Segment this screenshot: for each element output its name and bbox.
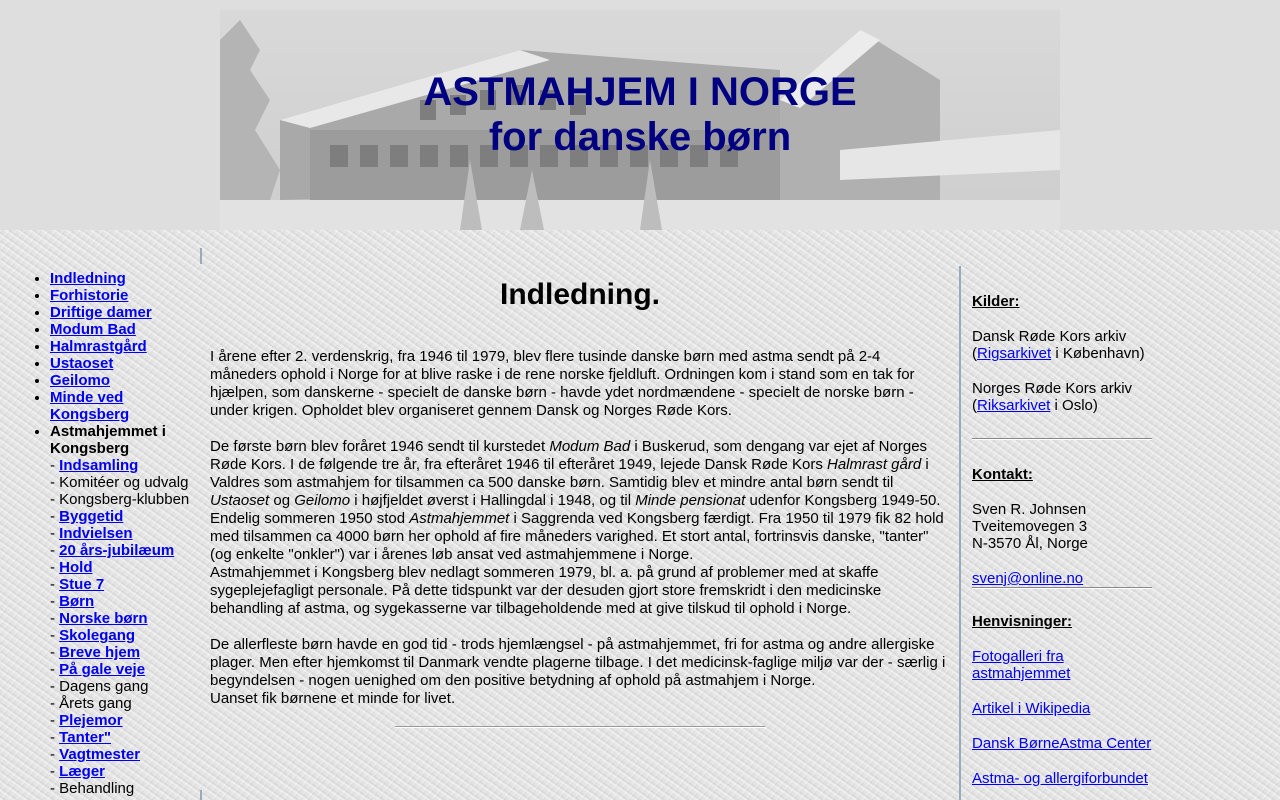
sidebar-subitem	[50, 627, 200, 644]
text-span: De første børn blev foråret 1946 sendt til kurstedet	[210, 438, 550, 455]
sub-dash: -	[50, 559, 60, 576]
spacer	[210, 312, 950, 348]
sub-dash: -	[50, 576, 60, 593]
spacer	[972, 483, 1152, 501]
sidebar-item-ustaoset	[50, 355, 200, 372]
sidebar-subitem	[50, 593, 200, 610]
intro-paragraph-3	[210, 510, 950, 564]
sidebar-subitem	[50, 474, 200, 491]
sidebar-text-komiteer: Komitéer og udvalg	[59, 474, 189, 491]
sidebar-link-breve-hjem[interactable]: Breve hjem	[59, 644, 141, 661]
sidebar-active-section: Astmahjemmet i Kongsberg	[50, 423, 166, 457]
source-2-text: Norges Røde Kors arkiv	[972, 380, 1133, 397]
riksarkivet-link[interactable]: Riksarkivet	[977, 397, 1051, 414]
place-halmrast: Halmrast gård	[827, 456, 922, 473]
site-title-line2: for danske børn	[488, 115, 792, 159]
sidebar-subitem	[50, 559, 200, 576]
page-title	[210, 278, 950, 312]
sidebar-list	[30, 270, 200, 797]
contact-street: Tveitemovegen 3	[972, 518, 1088, 535]
sidebar-item-indledning	[50, 270, 200, 287]
sidebar-link-vagtmester[interactable]: Vagtmester	[59, 746, 141, 763]
intro-paragraph-4: Astmahjemmet i Kongsberg blev nedlagt sommeren 1979, bl. a. på grund af problemer med at skaffe sygeplejefagligt personale. På dette tidspunkt var der desuden gjort store fremskridt i den medicinske behandling af astma, og sygekasserne var tilbageholdende med at give tilskud til ophold i Norge.	[210, 564, 882, 617]
spacer	[972, 552, 1152, 570]
sidebar-link-20-ars-jubilaeum[interactable]: 20 års-jubilæum	[59, 542, 175, 559]
place-minde: Minde pensionat	[635, 492, 746, 509]
spacer	[972, 310, 1152, 328]
spacer	[210, 420, 950, 438]
sidebar-subitem	[50, 525, 200, 542]
sidebar-link-born[interactable]: Børn	[59, 593, 95, 610]
spacer	[972, 440, 1152, 466]
spacer	[972, 717, 1152, 735]
sidebar-link-norske-born[interactable]: Norske børn	[59, 610, 148, 627]
sidebar-item-minde-ved-kongsberg	[50, 389, 200, 423]
sidebar-text-behandling: Behandling	[59, 780, 135, 797]
sidebar-subitem	[50, 491, 200, 508]
text-span: i Buskerud, som dengang var ejet af Norges Røde Kors. I de følgende tre år, fra efteråret 1946 til efteråret 1949, lejede Dansk Røde Kors	[210, 438, 928, 473]
sidebar-link-plejemor[interactable]: Plejemor	[59, 712, 123, 729]
sub-dash: -	[50, 746, 60, 763]
intro-paragraph-6: Uanset fik børnene et minde for livet.	[210, 690, 456, 707]
astma-allergiforbundet-link[interactable]: Astma- og allergiforbundet	[972, 770, 1148, 787]
left-divider-top	[200, 248, 202, 264]
source-1-text: Dansk Røde Kors arkiv	[972, 328, 1127, 345]
sidebar-item-forhistorie	[50, 287, 200, 304]
sub-dash: -	[50, 508, 60, 525]
intro-paragraph-2	[210, 438, 950, 510]
contact-heading: Kontakt:	[972, 466, 1033, 483]
text-span: Endelig sommeren 1950 stod	[210, 510, 410, 527]
source-2-location: i Oslo)	[1050, 397, 1098, 414]
spacer	[972, 589, 1152, 613]
header-banner	[0, 0, 1280, 230]
sidebar-text-kongsberg-klubben: Kongsberg-klubben	[59, 491, 190, 508]
ref-4	[972, 770, 1152, 787]
contact-city: N-3570 Ål, Norge	[972, 535, 1088, 552]
paren: (	[972, 345, 977, 362]
sub-dash: -	[50, 729, 60, 746]
spacer	[972, 414, 1152, 438]
sub-dash: -	[50, 763, 60, 780]
sidebar-link-hold[interactable]: Hold	[59, 559, 93, 576]
right-sidebar	[972, 293, 1152, 787]
sub-dash: -	[50, 661, 60, 678]
sidebar-item-geilomo	[50, 372, 200, 389]
ref-1	[972, 648, 1152, 682]
sidebar-link-minde-ved-kongsberg[interactable]: Minde ved Kongsberg	[50, 389, 130, 423]
sidebar-link-modum-bad[interactable]: Modum Bad	[50, 321, 136, 338]
right-divider	[959, 266, 961, 800]
sidebar-subitem	[50, 746, 200, 763]
sub-dash: -	[50, 712, 60, 729]
sidebar-subitem	[50, 508, 200, 525]
paren: (	[972, 397, 977, 414]
sub-dash: -	[50, 644, 60, 661]
sidebar-subitem	[50, 644, 200, 661]
sub-dash: -	[50, 457, 60, 474]
text-span: i højfjeldet øverst i Hallingdal i 1948, og til	[350, 492, 636, 509]
sidebar-link-tanter[interactable]: Tanter"	[59, 729, 112, 746]
sub-dash: -	[50, 525, 60, 542]
sidebar-link-laeger[interactable]: Læger	[59, 763, 106, 780]
sidebar-text-arets-gang: Årets gang	[59, 695, 132, 712]
spacer	[972, 752, 1152, 770]
sidebar-subitem	[50, 610, 200, 627]
fotogalleri-link[interactable]: Fotogalleri fra astmahjemmet	[972, 648, 1071, 682]
sidebar-subitem	[50, 576, 200, 593]
sidebar-link-indvielsen[interactable]: Indvielsen	[59, 525, 133, 542]
place-modum-bad: Modum Bad	[549, 438, 631, 455]
place-ustaoset: Ustaoset	[210, 492, 270, 509]
rigsarkivet-link[interactable]: Rigsarkivet	[977, 345, 1052, 362]
wikipedia-link[interactable]: Artikel i Wikipedia	[972, 700, 1091, 717]
ref-3	[972, 735, 1152, 752]
site-title-line1: ASTMAHJEM I NORGE	[423, 70, 857, 114]
intro-paragraph-5: De allerfleste børn havde en god tid - trods hjemlængsel - på astmahjemmet, fri for astma og andre allergiske plager. Men efter hjemkomst til Danmark vendte plagerne tilbage. I det medicinsk-faglige miljø var der - særlig i begyndelsen - nogen uenighed om den positive betydning af ophold på astmahjem i Norge.	[210, 636, 946, 689]
sidebar-link-driftige-damer[interactable]: Driftige damer	[50, 304, 152, 321]
sidebar-item-driftige-damer	[50, 304, 200, 321]
sidebar-subitem	[50, 457, 200, 474]
contact-name: Sven R. Johnsen	[972, 501, 1087, 518]
sidebar-sublist	[50, 457, 200, 797]
sidebar-subitem	[50, 712, 200, 729]
sub-dash: -	[50, 627, 60, 644]
sidebar-subitem	[50, 695, 200, 712]
sidebar-subitem	[50, 661, 200, 678]
sidebar-link-indsamling[interactable]: Indsamling	[59, 457, 139, 474]
sidebar-link-ustaoset[interactable]: Ustaoset	[50, 355, 114, 372]
sidebar-item-modum-bad	[50, 321, 200, 338]
sidebar-subitem	[50, 780, 200, 797]
sidebar-link-indledning[interactable]: Indledning	[50, 270, 126, 287]
sub-dash: -	[50, 610, 60, 627]
sidebar-link-byggetid[interactable]: Byggetid	[59, 508, 124, 525]
sub-dash: -	[50, 491, 60, 508]
sidebar-link-halmrastgard[interactable]: Halmrastgård	[50, 338, 147, 355]
sidebar-item-astmahjemmet-kongsberg	[50, 423, 200, 797]
sub-dash: -	[50, 780, 60, 797]
sub-dash: -	[50, 593, 60, 610]
text-span: i Saggrenda ved Kongsberg færdigt. Fra 1950 til 1979 fik 82 hold med tilsammen ca 4000 børn her ophold af fire måneders varighed. Et stort antal, fortrinsvis danske, "tanter" (og enkelte "onkler") var i årenes løb ansat ved astmahjemmene i Norge.	[210, 510, 944, 563]
text-span: i Valdres som astmahjem for tilsammen ca 500 danske børn. Samtidig blev et mindre antal børn sendt til	[210, 456, 929, 491]
spacer	[972, 682, 1152, 700]
site-title	[220, 70, 1060, 160]
sub-dash: -	[50, 474, 60, 491]
place-geilomo: Geilomo	[294, 492, 351, 509]
sub-dash: -	[50, 678, 60, 695]
sidebar-text-dagens-gang: Dagens gang	[59, 678, 149, 695]
sidebar-item-halmrastgard	[50, 338, 200, 355]
left-divider-bottom	[200, 790, 202, 800]
sidebar-link-geilomo[interactable]: Geilomo	[50, 372, 111, 389]
sources-heading: Kilder:	[972, 293, 1020, 310]
main-content	[210, 270, 950, 728]
spacer	[972, 362, 1152, 380]
page-title-text: Indledning.	[500, 278, 660, 311]
content-divider	[395, 726, 765, 728]
sidebar-subitem	[50, 763, 200, 780]
sidebar-link-pa-gale-veje[interactable]: På gale veje	[59, 661, 146, 678]
text-span: og	[269, 492, 295, 509]
spacer	[210, 618, 950, 636]
borneastma-center-link[interactable]: Dansk BørneAstma Center	[972, 735, 1152, 752]
source-1-location: i København)	[1051, 345, 1145, 362]
sidebar-link-skolegang[interactable]: Skolegang	[59, 627, 136, 644]
intro-paragraph-1: I årene efter 2. verdenskrig, fra 1946 til 1979, blev flere tusinde danske børn med astma sendt på 2-4 måneders ophold i Norge for at blive raske i de rene norske fjeldluft. Ordningen kom i stand som en tak for hjælpen, som danskerne - specielt de danske børn - havde ydet nordmændene - specielt de norske børn - under krigen. Opholdet blev organiseret gennem Dansk og Norges Røde Kors.	[210, 348, 915, 419]
sub-dash: -	[50, 695, 60, 712]
source-1	[972, 328, 1152, 362]
sub-dash: -	[50, 542, 60, 559]
sidebar-subitem	[50, 729, 200, 746]
spacer	[972, 630, 1152, 648]
sidebar-subitem	[50, 678, 200, 695]
sidebar-subitem	[50, 542, 200, 559]
contact-email-link[interactable]: svenj@online.no	[972, 570, 1084, 587]
source-2	[972, 380, 1152, 414]
contact-email-line	[972, 570, 1152, 587]
place-astmahjemmet: Astmahjemmet	[409, 510, 510, 527]
sidebar-nav	[30, 270, 200, 797]
references-heading: Henvisninger:	[972, 613, 1073, 630]
ref-2	[972, 700, 1152, 717]
sidebar-link-forhistorie[interactable]: Forhistorie	[50, 287, 129, 304]
text-span: udenfor Kongsberg 1949-50.	[745, 492, 941, 509]
sidebar-link-stue-7[interactable]: Stue 7	[59, 576, 105, 593]
